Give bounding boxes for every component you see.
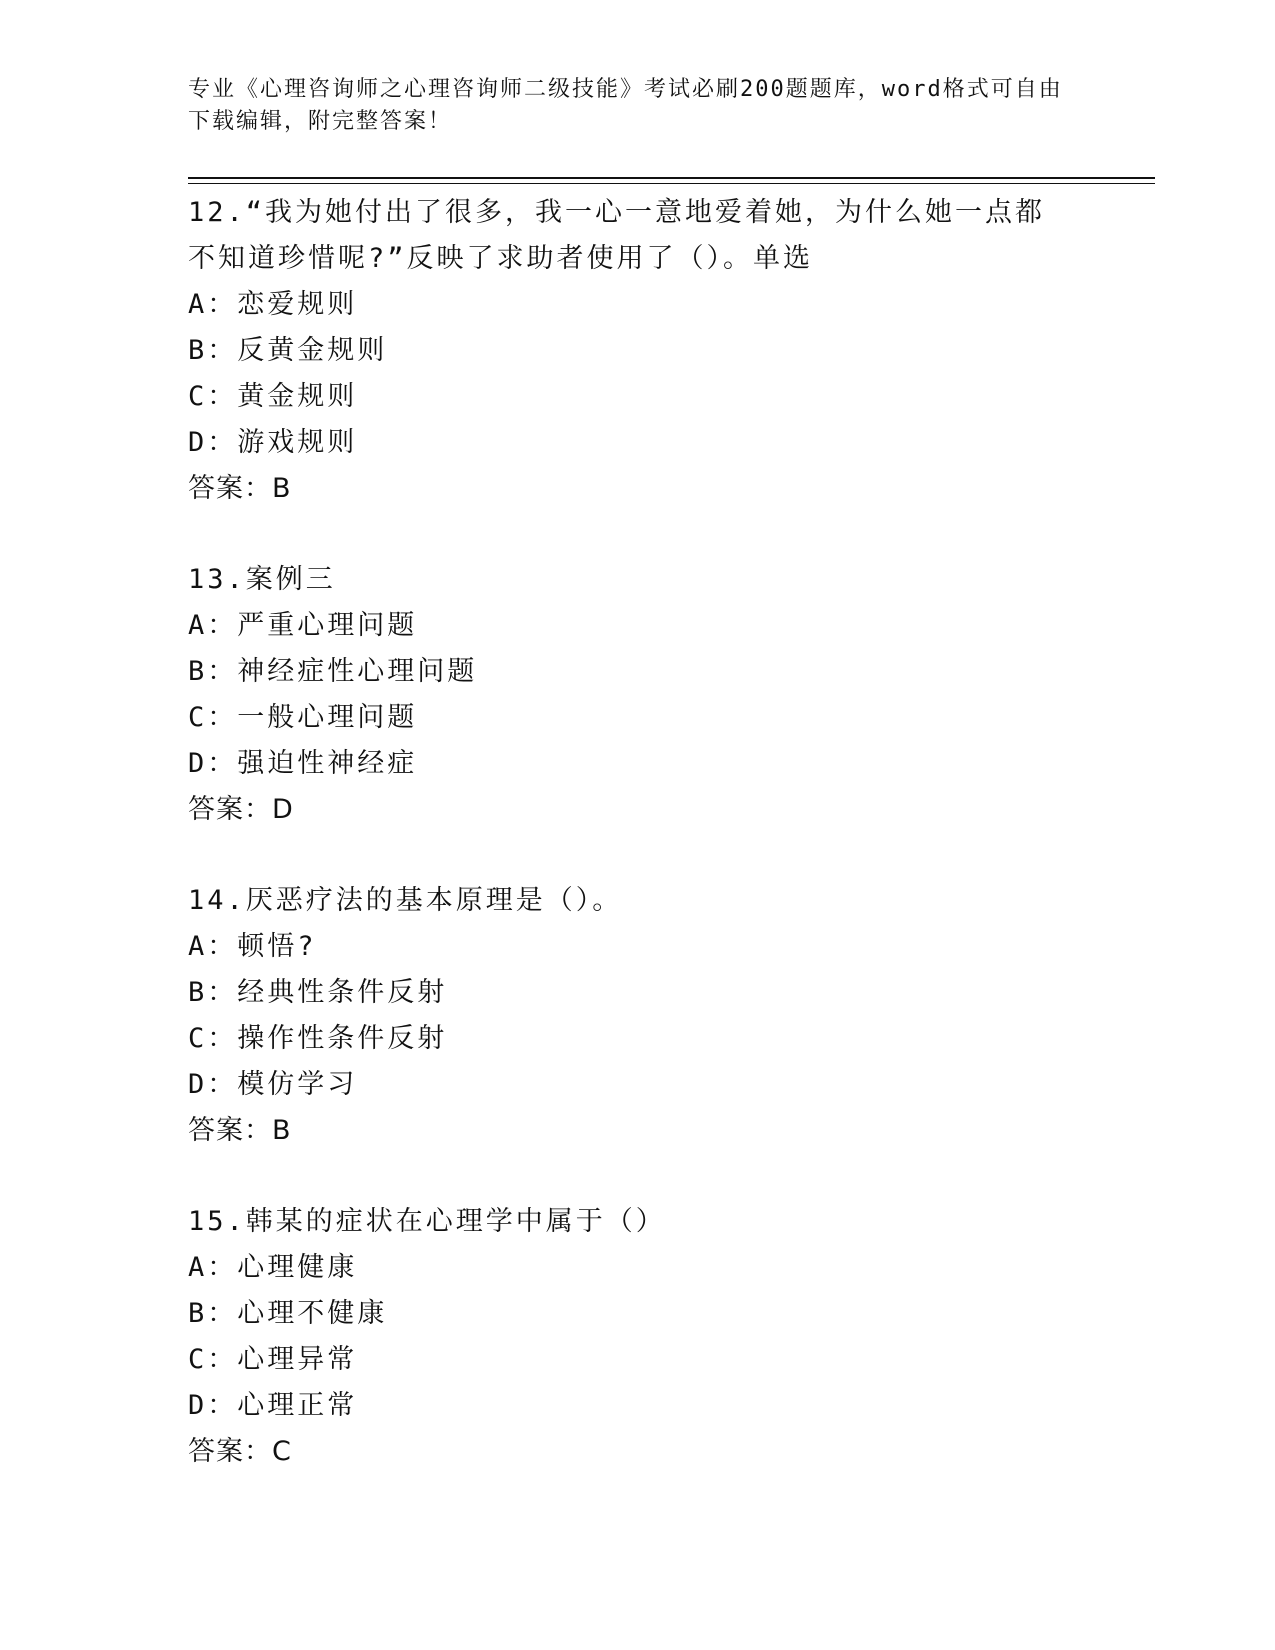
option-a: A：严重心理问题 [188, 610, 418, 641]
option-c: C：心理异常 [188, 1344, 358, 1375]
question-list [188, 190, 1088, 1520]
option-c: C：黄金规则 [188, 381, 358, 412]
option-c: C：操作性条件反射 [188, 1023, 448, 1054]
option-d: D：心理正常 [188, 1390, 358, 1421]
option-c: C：一般心理问题 [188, 702, 418, 733]
option-a: A：恋爱规则 [188, 289, 358, 320]
option-d: D：游戏规则 [188, 427, 358, 458]
question-stem: 13.案例三 [188, 564, 336, 595]
answer-line: 答案：B [188, 473, 292, 504]
option-a: A：顿悟? [188, 931, 317, 962]
header-divider-thin [188, 183, 1155, 184]
header-divider-thick [188, 177, 1155, 179]
question-15 [188, 1199, 1088, 1475]
answer-line: 答案：C [188, 1436, 292, 1467]
question-stem: 12.“我为她付出了很多，我一心一意地爱着她，为什么她一点都不知道珍惜呢?”反映了求助者使用了（）。单选 [188, 197, 1046, 274]
question-stem: 14.厌恶疗法的基本原理是（）。 [188, 885, 623, 916]
document-header: 专业《心理咨询师之心理咨询师二级技能》考试必刷200题题库，word格式可自由下载编辑，附完整答案！ [188, 77, 1063, 134]
answer-line: 答案：B [188, 1115, 292, 1146]
option-b: B：经典性条件反射 [188, 977, 448, 1008]
question-12 [188, 190, 1088, 512]
question-14 [188, 878, 1088, 1154]
option-d: D：强迫性神经症 [188, 748, 418, 779]
option-b: B：神经症性心理问题 [188, 656, 478, 687]
option-b: B：心理不健康 [188, 1298, 388, 1329]
question-13 [188, 557, 1088, 833]
option-a: A：心理健康 [188, 1252, 358, 1283]
question-stem: 15.韩某的症状在心理学中属于（） [188, 1206, 666, 1237]
answer-line: 答案：D [188, 794, 294, 825]
option-d: D：模仿学习 [188, 1069, 358, 1100]
option-b: B：反黄金规则 [188, 335, 388, 366]
